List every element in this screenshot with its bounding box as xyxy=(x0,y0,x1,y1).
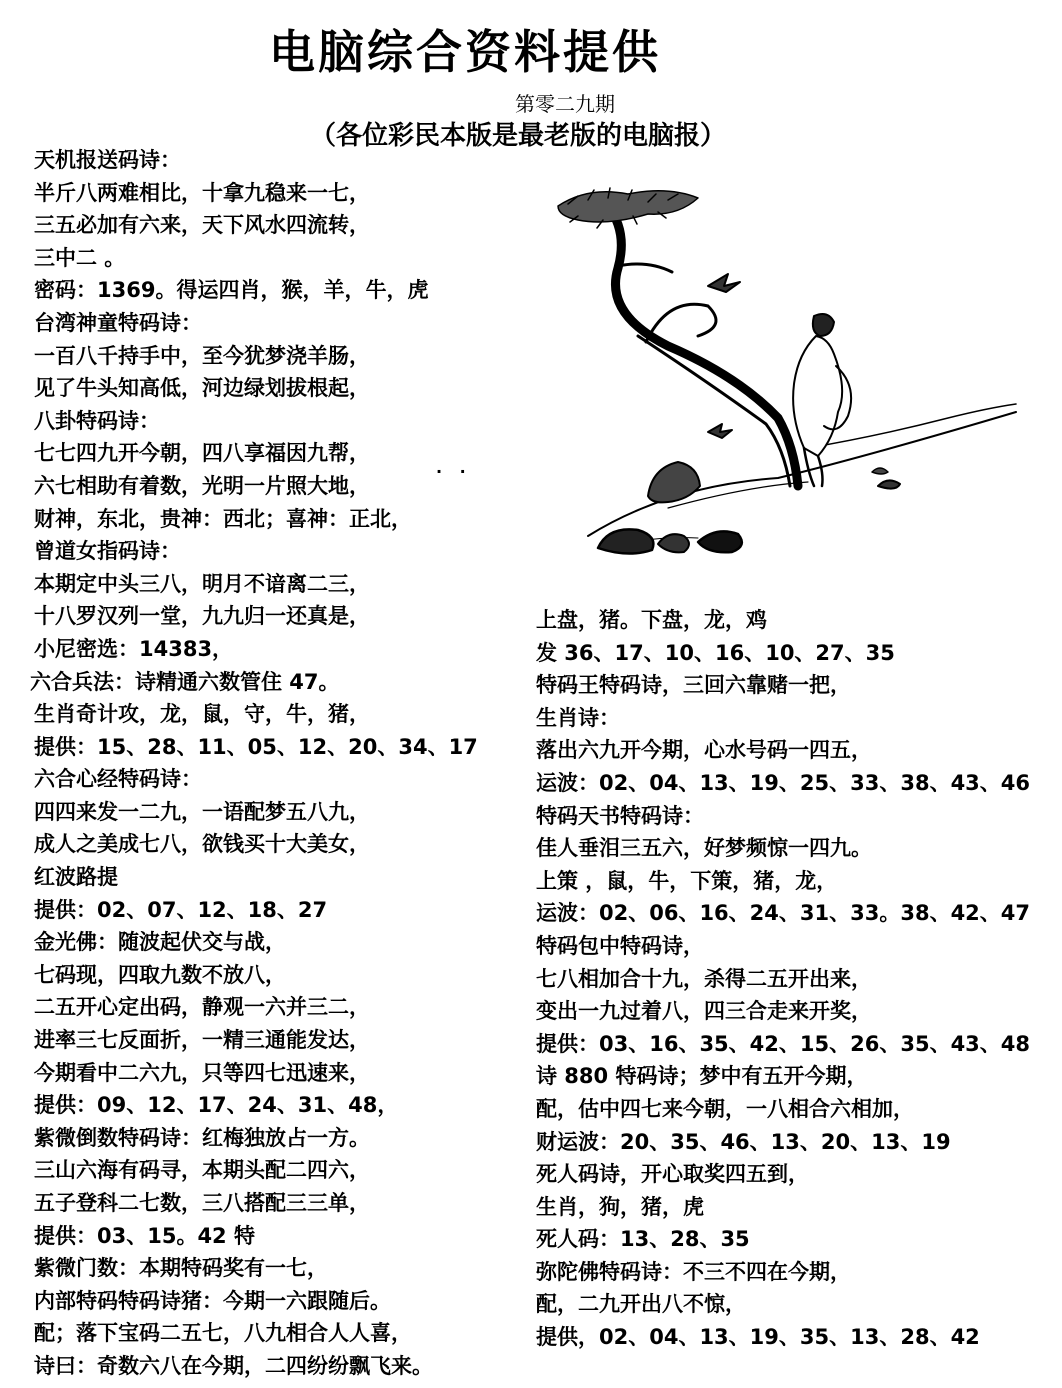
text-line: 上盘，猪。下盘，龙，鸡 xyxy=(536,608,767,632)
text-line: 一百八千持手中，至今犹梦浇羊肠， xyxy=(34,343,370,368)
text-line: 三五必加有六来，天下风水四流转， xyxy=(34,213,370,238)
text-line: 七八相加合十九，杀得二五开出来， xyxy=(536,966,872,991)
rock xyxy=(878,480,900,488)
text-line: 台湾神童特码诗： xyxy=(34,310,202,335)
text-line: 发 36、17、10、16、10、27、35 xyxy=(536,640,895,665)
text-line: 天机报送码诗： xyxy=(34,148,181,172)
text-line: 小尼密选：14383， xyxy=(34,636,234,661)
text-line: 配；落下宝码二五七，八九相合人人喜， xyxy=(34,1321,412,1346)
page-title: 电脑综合资料提供 xyxy=(269,25,661,79)
text-line: 本期定中头三八，明月不谙离二三， xyxy=(34,571,370,596)
rock xyxy=(872,468,888,474)
text-line: 紫微倒数特码诗：红梅独放占一方。 xyxy=(34,1125,370,1150)
text-line: 八卦特码诗： xyxy=(34,408,160,433)
text-line: 紫微门数：本期特码奖有一七， xyxy=(34,1256,328,1281)
text-line: 曾道女指码诗： xyxy=(34,539,181,564)
text-line: 弥陀佛特码诗：不三不四在今期， xyxy=(536,1259,851,1284)
text-line: 运波：02、04、13、19、25、33、38、43、46 xyxy=(536,770,1031,795)
text-line: 成人之美成七八，欲钱买十大美女， xyxy=(34,832,370,857)
rock xyxy=(698,531,742,552)
decorative-dots: · · xyxy=(436,462,472,481)
text-line: 二五开心定出码，静观一六并三二， xyxy=(34,995,370,1020)
text-line: 诗 880 特码诗；梦中有五开今期， xyxy=(536,1064,868,1089)
text-line: 进率三七反面折，一精三通能发达， xyxy=(34,1028,370,1053)
text-line: 七码现，四取九数不放八， xyxy=(34,962,286,987)
text-line: 特码包中特码诗， xyxy=(536,933,704,958)
issue-number: 第零二九期 xyxy=(515,92,615,116)
bird xyxy=(708,274,740,292)
text-line: 见了牛头知高低，河边绿划拔根起， xyxy=(34,376,370,401)
text-line: 七七四九开今朝，四八享福因九帮， xyxy=(34,441,370,466)
text-line: 三山六海有码寻，本期头配二四六， xyxy=(34,1158,370,1183)
text-line: 上策 ，鼠，牛，下策，猪，龙， xyxy=(536,868,838,893)
subtitle: （各位彩民本版是最老版的电脑报） xyxy=(310,121,727,151)
text-line: 六合心经特码诗： xyxy=(34,767,202,792)
text-line: 变出一九过着八，四三合走来开奖， xyxy=(536,999,872,1024)
text-line: 提供：15、28、11、05、12、20、34、17 xyxy=(34,734,478,759)
text-line: 提供：02、07、12、18、27 xyxy=(34,897,328,922)
text-line: 金光佛：随波起伏交与战， xyxy=(34,930,286,955)
text-line: 提供，02、04、13、19、35、13、28、42 xyxy=(536,1325,980,1350)
text-line: 提供：03、15。42 特 xyxy=(34,1223,255,1248)
text-line: 六合兵法：诗精通六数管住 47。 xyxy=(30,669,340,694)
text-line: 配，估中四七来今朝，一八相合六相加， xyxy=(536,1096,914,1121)
animal xyxy=(648,462,700,502)
text-line: 五子登科二七数，三八搭配三三单， xyxy=(34,1191,370,1215)
text-line: 特码王特码诗，三回六靠赌一把， xyxy=(536,673,851,698)
tree-foliage xyxy=(558,191,698,222)
text-line: 财运波：20、35、46、13、20、13、19 xyxy=(536,1129,951,1154)
text-line: 财神，东北，贵神：西北；喜神：正北， xyxy=(34,506,412,531)
text-line: 提供：09、12、17、24、31、48， xyxy=(34,1093,399,1118)
tree-trunk xyxy=(608,206,798,486)
text-line: 半斤八两难相比，十拿九稳来一七， xyxy=(34,180,370,205)
text-line: 提供：03、16、35、42、15、26、35、43、48 xyxy=(536,1031,1031,1056)
text-line: 生肖诗： xyxy=(536,705,620,730)
text-line: 死人码：13、28、35 xyxy=(536,1227,750,1252)
text-line: 死人码诗，开心取奖四五到， xyxy=(536,1162,809,1187)
text-line: 佳人垂泪三五六，好梦频惊一四九。 xyxy=(536,836,872,861)
text-line: 配，二九开出八不惊， xyxy=(536,1292,746,1317)
tree-illustration xyxy=(548,186,1018,586)
text-line: 诗曰：奇数六八在今期，二四纷纷飘飞来。 xyxy=(34,1353,433,1378)
text-line: 今期看中二六九，只等四七迅速来， xyxy=(34,1060,370,1085)
bird xyxy=(708,424,732,438)
text-line: 红波路提 xyxy=(34,865,118,890)
text-line: 运波：02、06、16、24、31、33。38、42、47 xyxy=(536,901,1031,926)
text-line: 六七相助有着数，光明一片照大地， xyxy=(34,473,370,498)
right-column xyxy=(536,604,1046,1354)
person xyxy=(813,314,834,336)
text-line: 生肖，狗，猪，虎 xyxy=(536,1194,704,1219)
text-line: 密码：1369。得运四肖，猴，羊，牛，虎 xyxy=(34,278,429,303)
text-line: 十八罗汉列一堂，九九归一还真是， xyxy=(34,604,370,629)
text-line: 内部特码特码诗猪：今期一六跟随后。 xyxy=(34,1288,391,1313)
text-line: 三中二 。 xyxy=(34,245,126,270)
text-line: 四四来发一二九，一语配梦五八九， xyxy=(34,799,370,824)
rock xyxy=(658,534,689,552)
text-line: 落出六九开今期，心水号码一四五， xyxy=(536,738,872,763)
rock xyxy=(598,529,653,553)
text-line: 生肖奇计攻，龙，鼠，守，牛，猪， xyxy=(34,702,370,727)
text-line: 特码天书特码诗： xyxy=(536,803,704,828)
left-column xyxy=(30,144,504,1383)
